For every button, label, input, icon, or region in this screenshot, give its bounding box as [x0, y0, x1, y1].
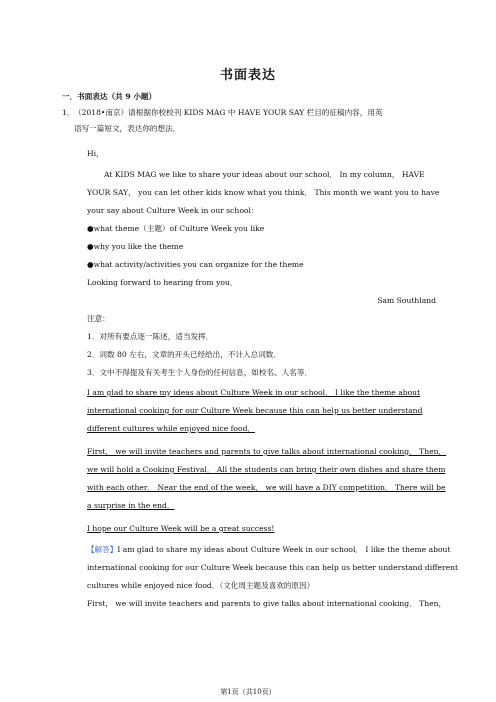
- answer-line: with each other． Near the end of the week， we will have a DIY competition． There will be: [87, 483, 446, 492]
- answer-line: I hope our Culture Week will be a great success!: [87, 524, 275, 533]
- question-prompt-line-1: （2018•南京）请根据你校校刊 KIDS MAG 中 HAVE YOUR SAY 栏目的征稿内容，用英: [74, 108, 383, 117]
- analysis-line-1: [87, 545, 451, 555]
- answer-line: First， we will invite teachers and parents to give talks about international cooking． Then，: [87, 447, 447, 456]
- answer-line: we will hold a Cooking Festival． All the students can bring their own dishes and share them: [87, 465, 446, 474]
- note-item: 3．文中不得提及有关考生个人身份的任何信息，如校名、人名等．: [87, 368, 313, 377]
- note-item: 1．对所有要点逐一陈述，适当发挥．: [87, 332, 214, 341]
- letter-signature: Sam Southland: [377, 296, 436, 305]
- note-item: 2．词数 80 左右，文章的开头已经给出，不计入总词数．: [87, 350, 281, 359]
- bullet-item: ●what activity/activities you can organize for the theme: [87, 260, 304, 269]
- bullet-item: ●why you like the theme: [87, 242, 184, 251]
- answer-line: different cultures while enjoyed nice food．: [87, 424, 256, 433]
- analysis-line: cultures while enjoyed nice food．（文化周主题及喜欢的原因）: [87, 581, 315, 590]
- question-number: 1．: [62, 108, 75, 117]
- letter-greeting: Hi，: [87, 149, 104, 158]
- answer-line: a surprise in the end．: [87, 501, 175, 510]
- analysis-line: First， we will invite teachers and parents to give talks about international cooking． Then，: [87, 599, 447, 608]
- question-prompt-line-2: 语写一篇短文，表达你的想法．: [74, 124, 181, 133]
- bullet-item: ●what theme（主题）of Culture Week you like: [87, 224, 265, 233]
- letter-para-line-1: At KIDS MAG we like to share your ideas about our school． In my column， HAVE: [104, 170, 425, 179]
- analysis-tag: 【解答】: [87, 545, 118, 554]
- notes-heading: 注意：: [87, 314, 110, 323]
- answer-line: international cooking for our Culture Week because this can help us better understand: [87, 406, 423, 415]
- letter-closing: Looking forward to hearing from you．: [87, 278, 238, 287]
- page-footer: 第1页（共10页）: [220, 688, 276, 696]
- letter-para-line-3: your say about Culture Week in our school：: [87, 206, 259, 215]
- analysis-line: international cooking for our Culture Week because this can help us better understand different: [87, 563, 459, 572]
- page-title: 书面表达: [219, 68, 276, 83]
- analysis-text: I am glad to share my ideas about Culture Week in our school． I like the theme about: [117, 545, 451, 554]
- section-heading: 一．书面表达（共 9 小题）: [62, 92, 157, 101]
- letter-para-line-2: YOUR SAY， you can let other kids know what you think． This month we want you to have: [87, 188, 440, 197]
- answer-line: I am glad to share my ideas about Culture Week in our school． I like the theme about: [87, 388, 421, 397]
